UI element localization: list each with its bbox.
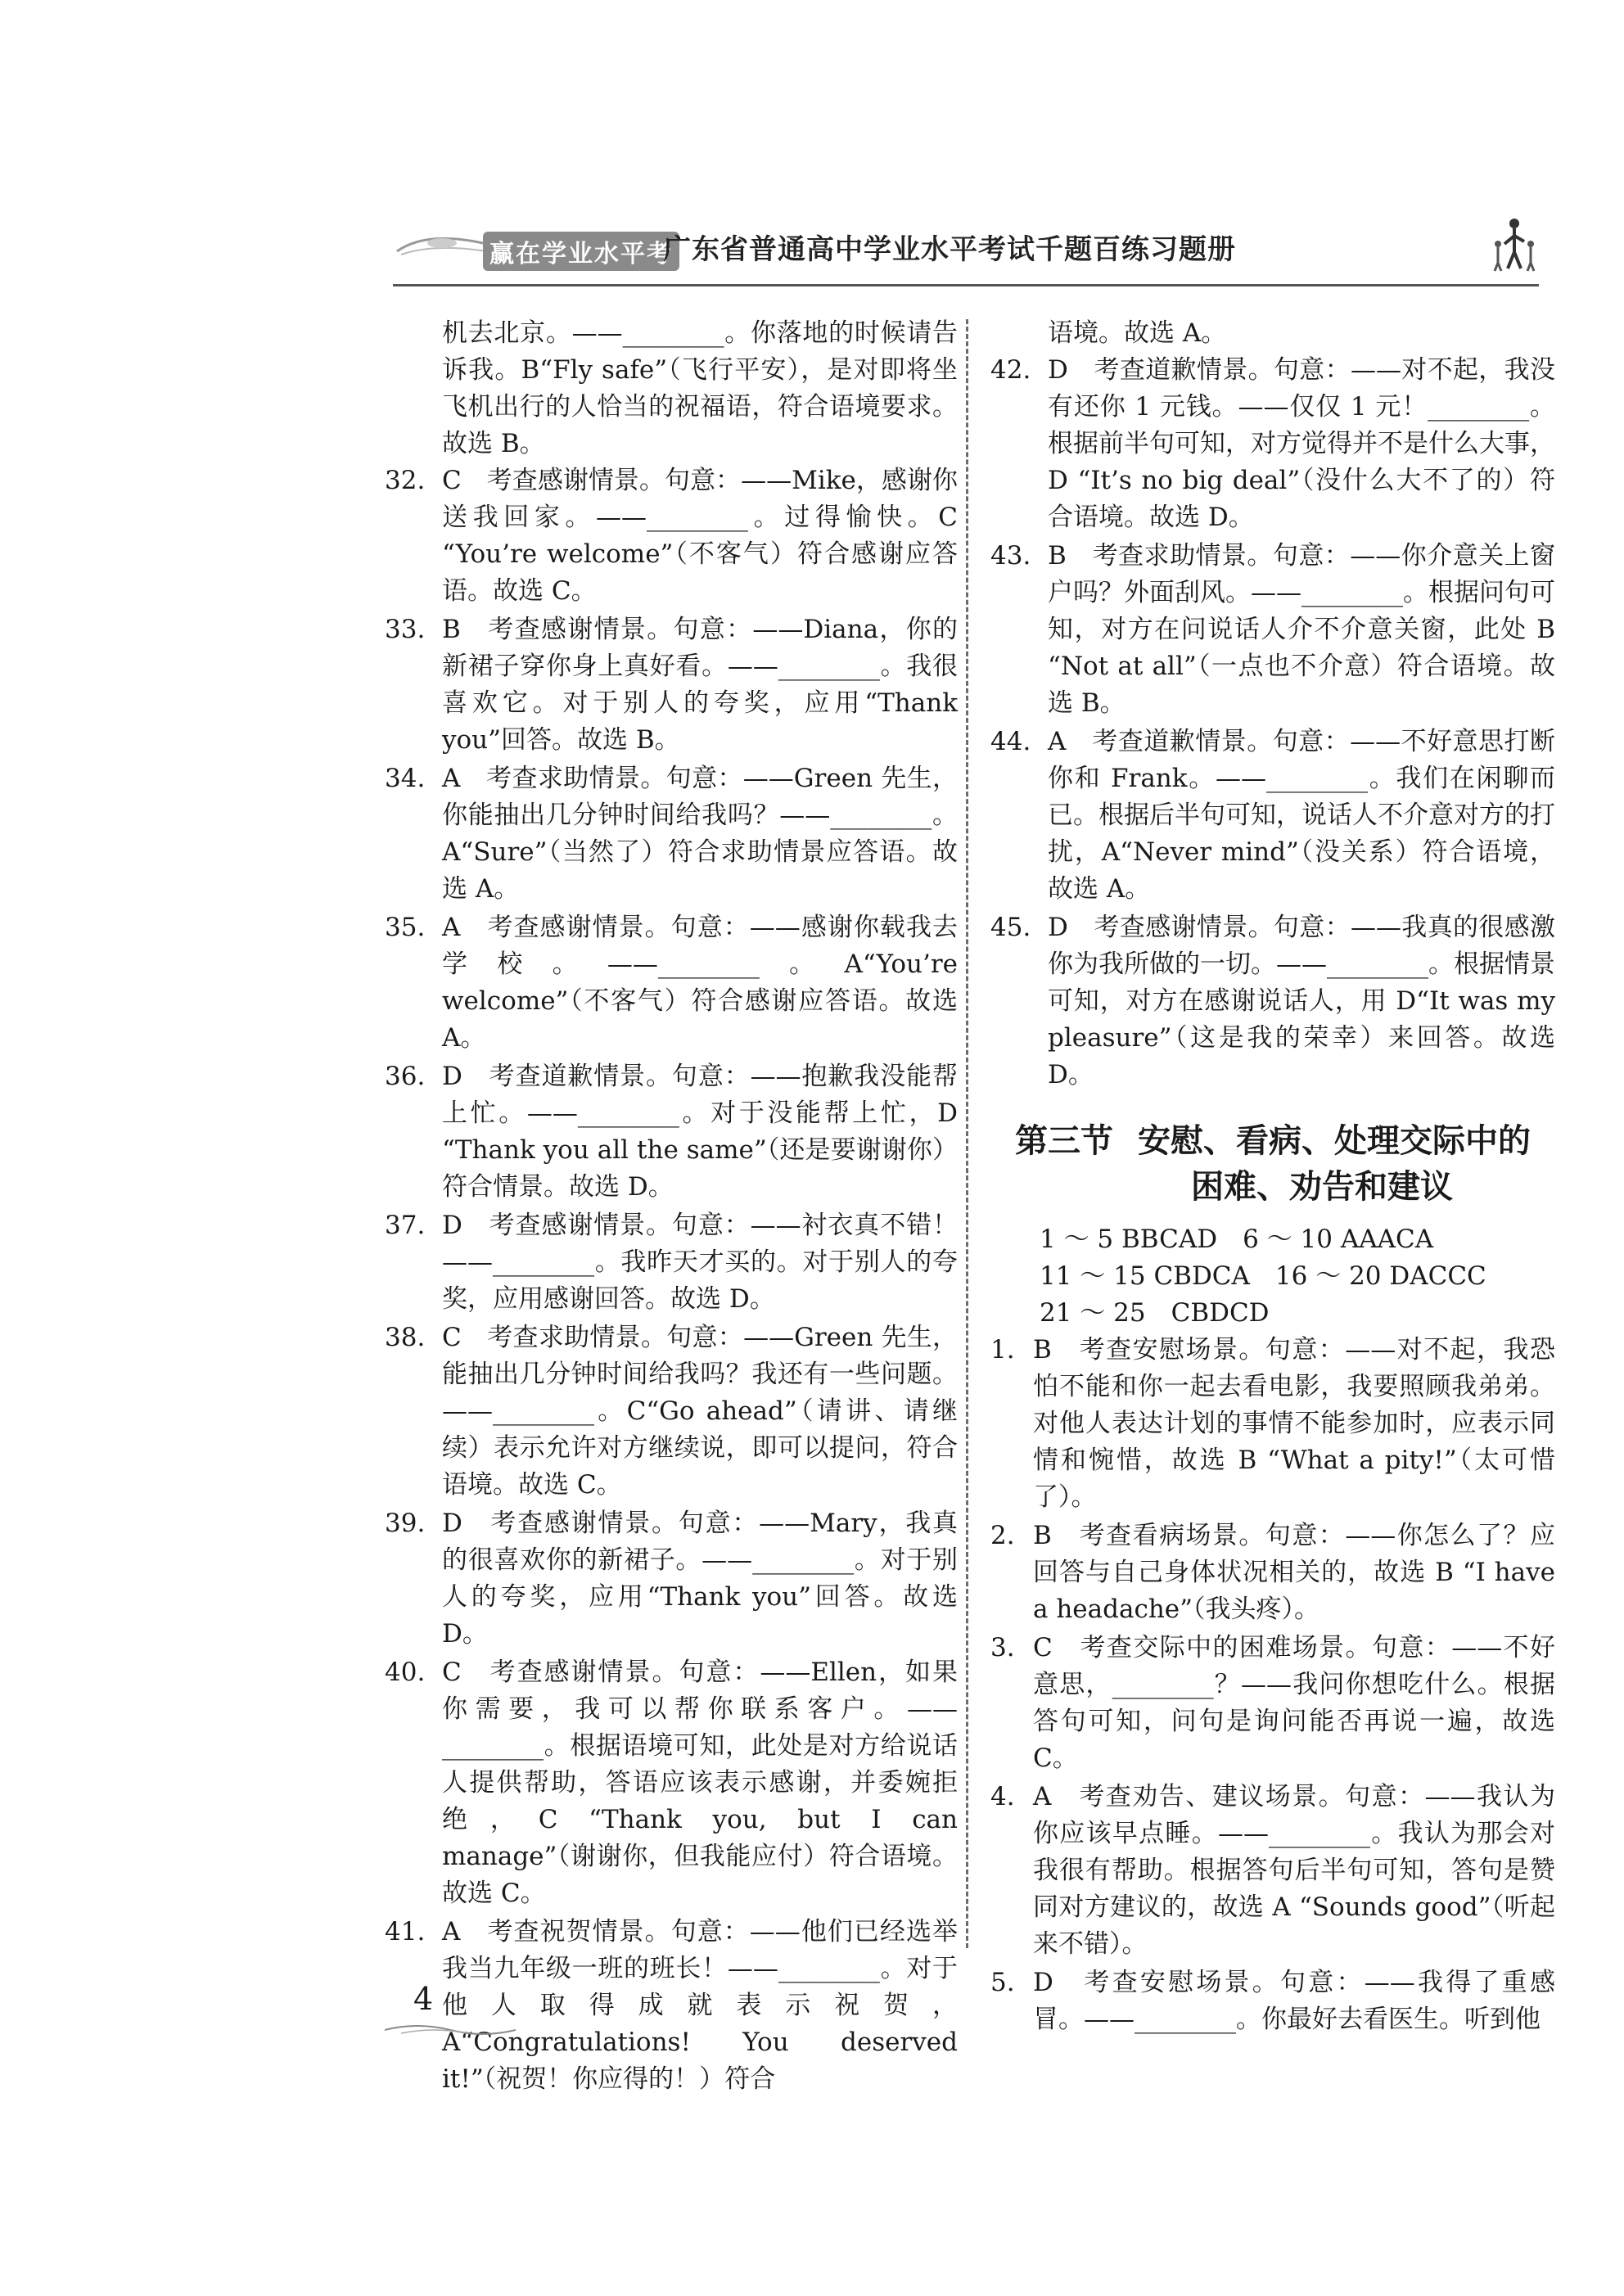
page-number: 4 <box>413 1981 434 2017</box>
right-item-list-2 <box>990 1332 1555 2038</box>
runner-figures-icon <box>1490 215 1539 273</box>
answer-item: 40. C 考查感谢情景。句意：——Ellen，如果你需要，我可以帮你联系客户。——________。根据语境可知，此处是对方给说话人提供帮助，答语应该表示感谢，并委婉拒绝，C “Thank you, but I can manage”（谢谢你，但我能应付）符合语境。故选 C。 <box>385 1658 958 1908</box>
section-title-line2: 困难、劝告和建议 <box>1191 1168 1453 1206</box>
page-header <box>393 209 1539 286</box>
answer-item: 39. D 考查感谢情景。句意：——Mary，我真的很喜欢你的新裙子。——________。对于别人的夸奖，应用“Thank you”回答。故选 D。 <box>385 1509 958 1649</box>
footer-swirl-icon <box>385 2022 516 2038</box>
answer-item: 36. D 考查道歉情景。句意：——抱歉我没能帮上忙。——________。对于没能帮上忙，D “Thank you all the same”（还是要谢谢你）符合情景。故选 D。 <box>385 1062 958 1202</box>
answer-item: 45. D 考查感谢情景。句意：——我真的很感激你为我所做的一切。——________。根据情景可知，对方在感谢说话人，用 D“It was my pleasure”（这是我的荣幸）来回答。故选 D。 <box>990 913 1555 1089</box>
leaf-decoration-icon <box>393 227 491 259</box>
left-item-list <box>385 462 958 2098</box>
answer-item: 33. B 考查感谢情景。句意：——Diana，你的新裙子穿你身上真好看。——________。我很喜欢它。对于别人的夸奖，应用“Thank you”回答。故选 B。 <box>385 615 958 755</box>
section-title-line1: 安慰、看病、处理交际中的 <box>1138 1122 1531 1160</box>
answer-key-row: 11 ～ 15 CBDCA 16 ～ 20 DACCC <box>1040 1261 1486 1291</box>
header-rule <box>393 284 1539 286</box>
answer-item: 3. C 考查交际中的困难场景。句意：——不好意思，________？——我问你想吃什么。根据答句可知，问句是询问能否再说一遍，故选 C。 <box>990 1633 1555 1773</box>
answer-item: 43. B 考查求助情景。句意：——你介意关上窗户吗？外面刮风。——________。根据问句可知，对方在问说话人介不介意关窗，此处 B “Not at all”（一点也不介意）符合语境。故选 B。 <box>990 541 1555 718</box>
answer-item: 34. A 考查求助情景。句意：——Green 先生，你能抽出几分钟时间给我吗？——________。A“Sure”（当然了）符合求助情景应答语。故选 A。 <box>385 764 958 904</box>
answer-item: 41. A 考查祝贺情景。句意：——他们已经选举我当九年级一班的班长！——________。对于他人取得成就表示祝贺，A“Congratulations! You deserved it!”（祝贺！你应得的！）符合 <box>385 1917 958 2094</box>
answer-item: 38. C 考查求助情景。句意：——Green 先生，能抽出几分钟时间给我吗？我还有一些问题。——________。C“Go ahead”（请讲、请继续）表示允许对方继续说，即可以提问，符合语境。故选 C。 <box>385 1323 958 1500</box>
continued-paragraph: 机去北京。——________。你落地的时候请告诉我。B“Fly safe”（飞行平安），是对即将坐飞机出行的人恰当的祝福语，符合语境要求。故选 B。 <box>442 318 958 458</box>
answer-item: 35. A 考查感谢情景。句意：——感谢你载我去学校。——________。A“You’re welcome”（不客气）符合感谢应答语。故选 A。 <box>385 913 958 1053</box>
series-logo: 赢在学业水平考 <box>483 232 679 271</box>
section-heading <box>990 1118 1555 1210</box>
book-title: 广东省普通高中学业水平考试千题百练习题册 <box>663 233 1236 266</box>
answer-item: 32. C 考查感谢情景。句意：——Mike，感谢你送我回家。——________。过得愉快。C “You’re welcome”（不客气）符合感谢应答语。故选 C。 <box>385 466 958 606</box>
column-divider <box>966 319 968 1948</box>
answer-item: 1. B 考查安慰场景。句意：——对不起，我恐怕不能和你一起去看电影，我要照顾我弟弟。对他人表达计划的事情不能参加时，应表示同情和惋惜，故选 B “What a pity!”（太可惜了）。 <box>990 1335 1555 1512</box>
answer-key <box>990 1221 1555 1332</box>
answer-item: 2. B 考查看病场景。句意：——你怎么了？应回答与自己身体状况相关的，故选 B “I have a headache”（我头疼）。 <box>990 1521 1555 1624</box>
answer-item: 4. A 考查劝告、建议场景。句意：——我认为你应该早点睡。——________。我认为那会对我很有帮助。根据答句后半句可知，答句是赞同对方建议的，故选 A “Sounds good”（听起来不错）。 <box>990 1782 1555 1959</box>
continued-paragraph: 语境。故选 A。 <box>1048 318 1227 348</box>
right-item-list <box>990 352 1555 1094</box>
answer-item: 37. D 考查感谢情景。句意：——衬衣真不错！——________。我昨天才买的。对于别人的夸奖，应用感谢回答。故选 D。 <box>385 1211 958 1314</box>
right-column <box>990 315 1555 2040</box>
left-column <box>385 315 958 2100</box>
answer-item: 42. D 考查道歉情景。句意：——对不起，我没有还你 1 元钱。——仅仅 1 元！________。根据前半句可知，对方觉得并不是什么大事，D “It’s no big deal”（没什么大不了的）符合语境。故选 D。 <box>990 355 1555 532</box>
answer-key-row: 21 ～ 25 CBDCD <box>1040 1298 1270 1328</box>
answer-key-row: 1 ～ 5 BBCAD 6 ～ 10 AAACA <box>1040 1225 1434 1254</box>
section-number: 第三节 <box>1015 1122 1113 1160</box>
answer-item: 5. D 考查安慰场景。句意：——我得了重感冒。——________。你最好去看医生。听到他 <box>990 1968 1555 2034</box>
answer-item: 44. A 考查道歉情景。句意：——不好意思打断你和 Frank。——________。我们在闲聊而已。根据后半句可知，说话人不介意对方的打扰，A“Never mind”（没关系）符合语境，故选 A。 <box>990 727 1555 904</box>
